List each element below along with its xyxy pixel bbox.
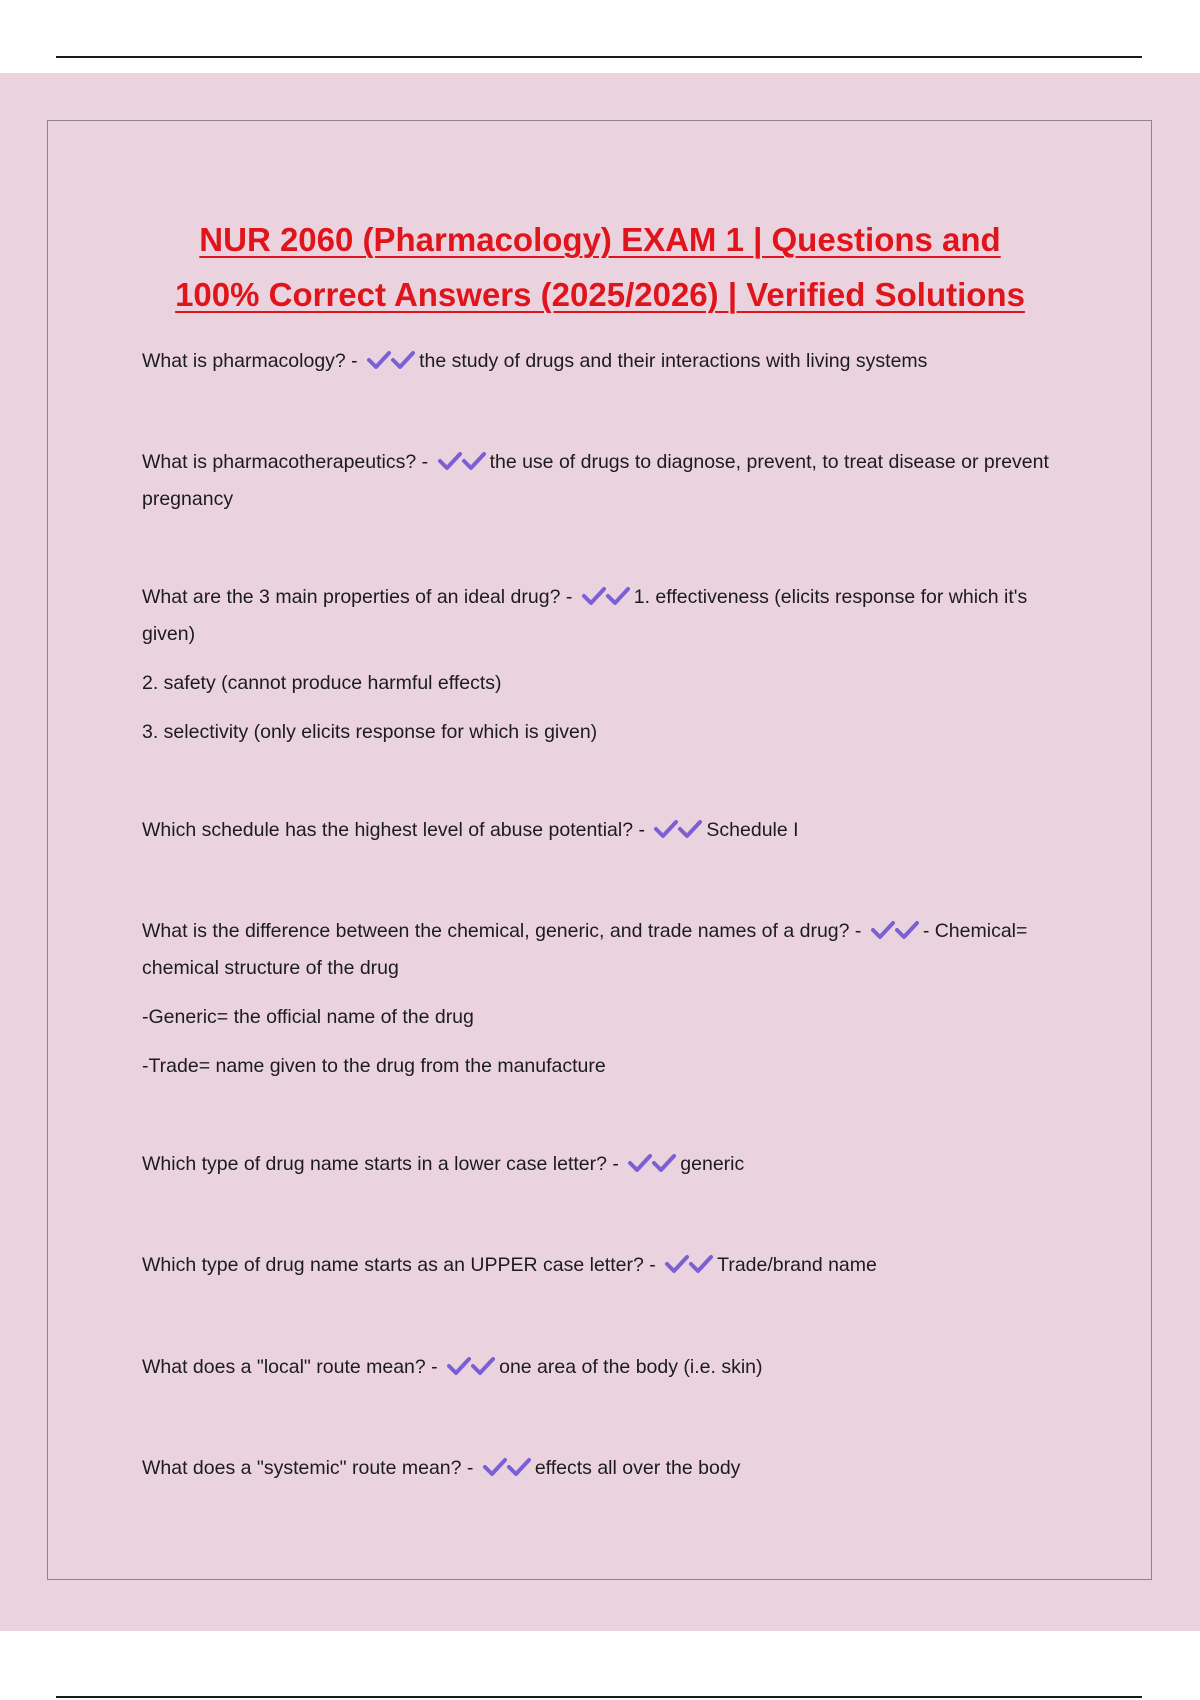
double-check-icon bbox=[665, 1251, 713, 1285]
qa-item bbox=[142, 580, 1062, 749]
title-line-2: 100% Correct Answers (2025/2026) | Verified Solutions bbox=[175, 276, 1025, 313]
title-line-1: NUR 2060 (Pharmacology) EXAM 1 | Questions and bbox=[199, 221, 1001, 258]
qa-main-line bbox=[142, 1147, 1062, 1184]
answer-text: Trade/brand name bbox=[717, 1254, 877, 1276]
qa-main-line bbox=[142, 1451, 1062, 1488]
qa-main-line bbox=[142, 914, 1062, 985]
answer-continuation-line: 3. selectivity (only elicits response for which is given) bbox=[142, 721, 598, 743]
qa-main-line bbox=[142, 344, 1062, 381]
header-rule bbox=[56, 56, 1142, 58]
qa-item bbox=[142, 1350, 1062, 1387]
qa-item bbox=[142, 813, 1062, 850]
footer-rule bbox=[56, 1696, 1142, 1698]
answer-text: - Chemical= chemical structure of the drug bbox=[142, 920, 1028, 979]
qa-item bbox=[142, 1451, 1062, 1488]
qa-item bbox=[142, 1147, 1062, 1184]
qa-item bbox=[142, 1248, 1062, 1285]
double-check-icon bbox=[447, 1353, 495, 1387]
answer-continuation-line: -Trade= name given to the drug from the manufacture bbox=[142, 1055, 606, 1077]
double-check-icon bbox=[483, 1454, 531, 1488]
qa-item bbox=[142, 445, 1062, 516]
answer-continuation-line: -Generic= the official name of the drug bbox=[142, 1006, 474, 1028]
qa-main-line bbox=[142, 813, 1062, 850]
answer-text: one area of the body (i.e. skin) bbox=[499, 1356, 763, 1378]
question-text: Which type of drug name starts in a lower case letter? - bbox=[142, 1153, 619, 1175]
double-check-icon bbox=[438, 448, 486, 482]
answer-text: generic bbox=[680, 1153, 745, 1175]
qa-main-line bbox=[142, 580, 1062, 651]
answer-text: Schedule I bbox=[706, 819, 799, 841]
question-text: Which type of drug name starts as an UPPER case letter? - bbox=[142, 1254, 656, 1276]
qa-item bbox=[142, 344, 1062, 381]
document-title bbox=[80, 212, 1120, 322]
double-check-icon bbox=[367, 347, 415, 381]
question-text: Which schedule has the highest level of abuse potential? - bbox=[142, 819, 645, 841]
answer-text: the use of drugs to diagnose, prevent, to treat disease or prevent pregnancy bbox=[142, 451, 1049, 510]
qa-main-line bbox=[142, 1350, 1062, 1387]
qa-item bbox=[142, 914, 1062, 1083]
double-check-icon bbox=[871, 917, 919, 951]
question-text: What does a "systemic" route mean? - bbox=[142, 1457, 474, 1479]
question-text: What is pharmacology? - bbox=[142, 350, 358, 372]
answer-text: 1. effectiveness (elicits response for which it's given) bbox=[142, 586, 1028, 645]
qa-main-line bbox=[142, 445, 1062, 516]
question-text: What are the 3 main properties of an ideal drug? - bbox=[142, 586, 573, 608]
double-check-icon bbox=[628, 1150, 676, 1184]
answer-text: effects all over the body bbox=[534, 1457, 741, 1479]
answer-continuation-line: 2. safety (cannot produce harmful effects) bbox=[142, 672, 502, 694]
question-text: What is pharmacotherapeutics? - bbox=[142, 451, 429, 473]
double-check-icon bbox=[654, 816, 702, 850]
answer-text: the study of drugs and their interactions with living systems bbox=[419, 350, 928, 372]
qa-main-line bbox=[142, 1248, 1062, 1285]
question-text: What does a "local" route mean? - bbox=[142, 1356, 438, 1378]
question-text: What is the difference between the chemical, generic, and trade names of a drug? - bbox=[142, 920, 862, 942]
double-check-icon bbox=[582, 583, 630, 617]
